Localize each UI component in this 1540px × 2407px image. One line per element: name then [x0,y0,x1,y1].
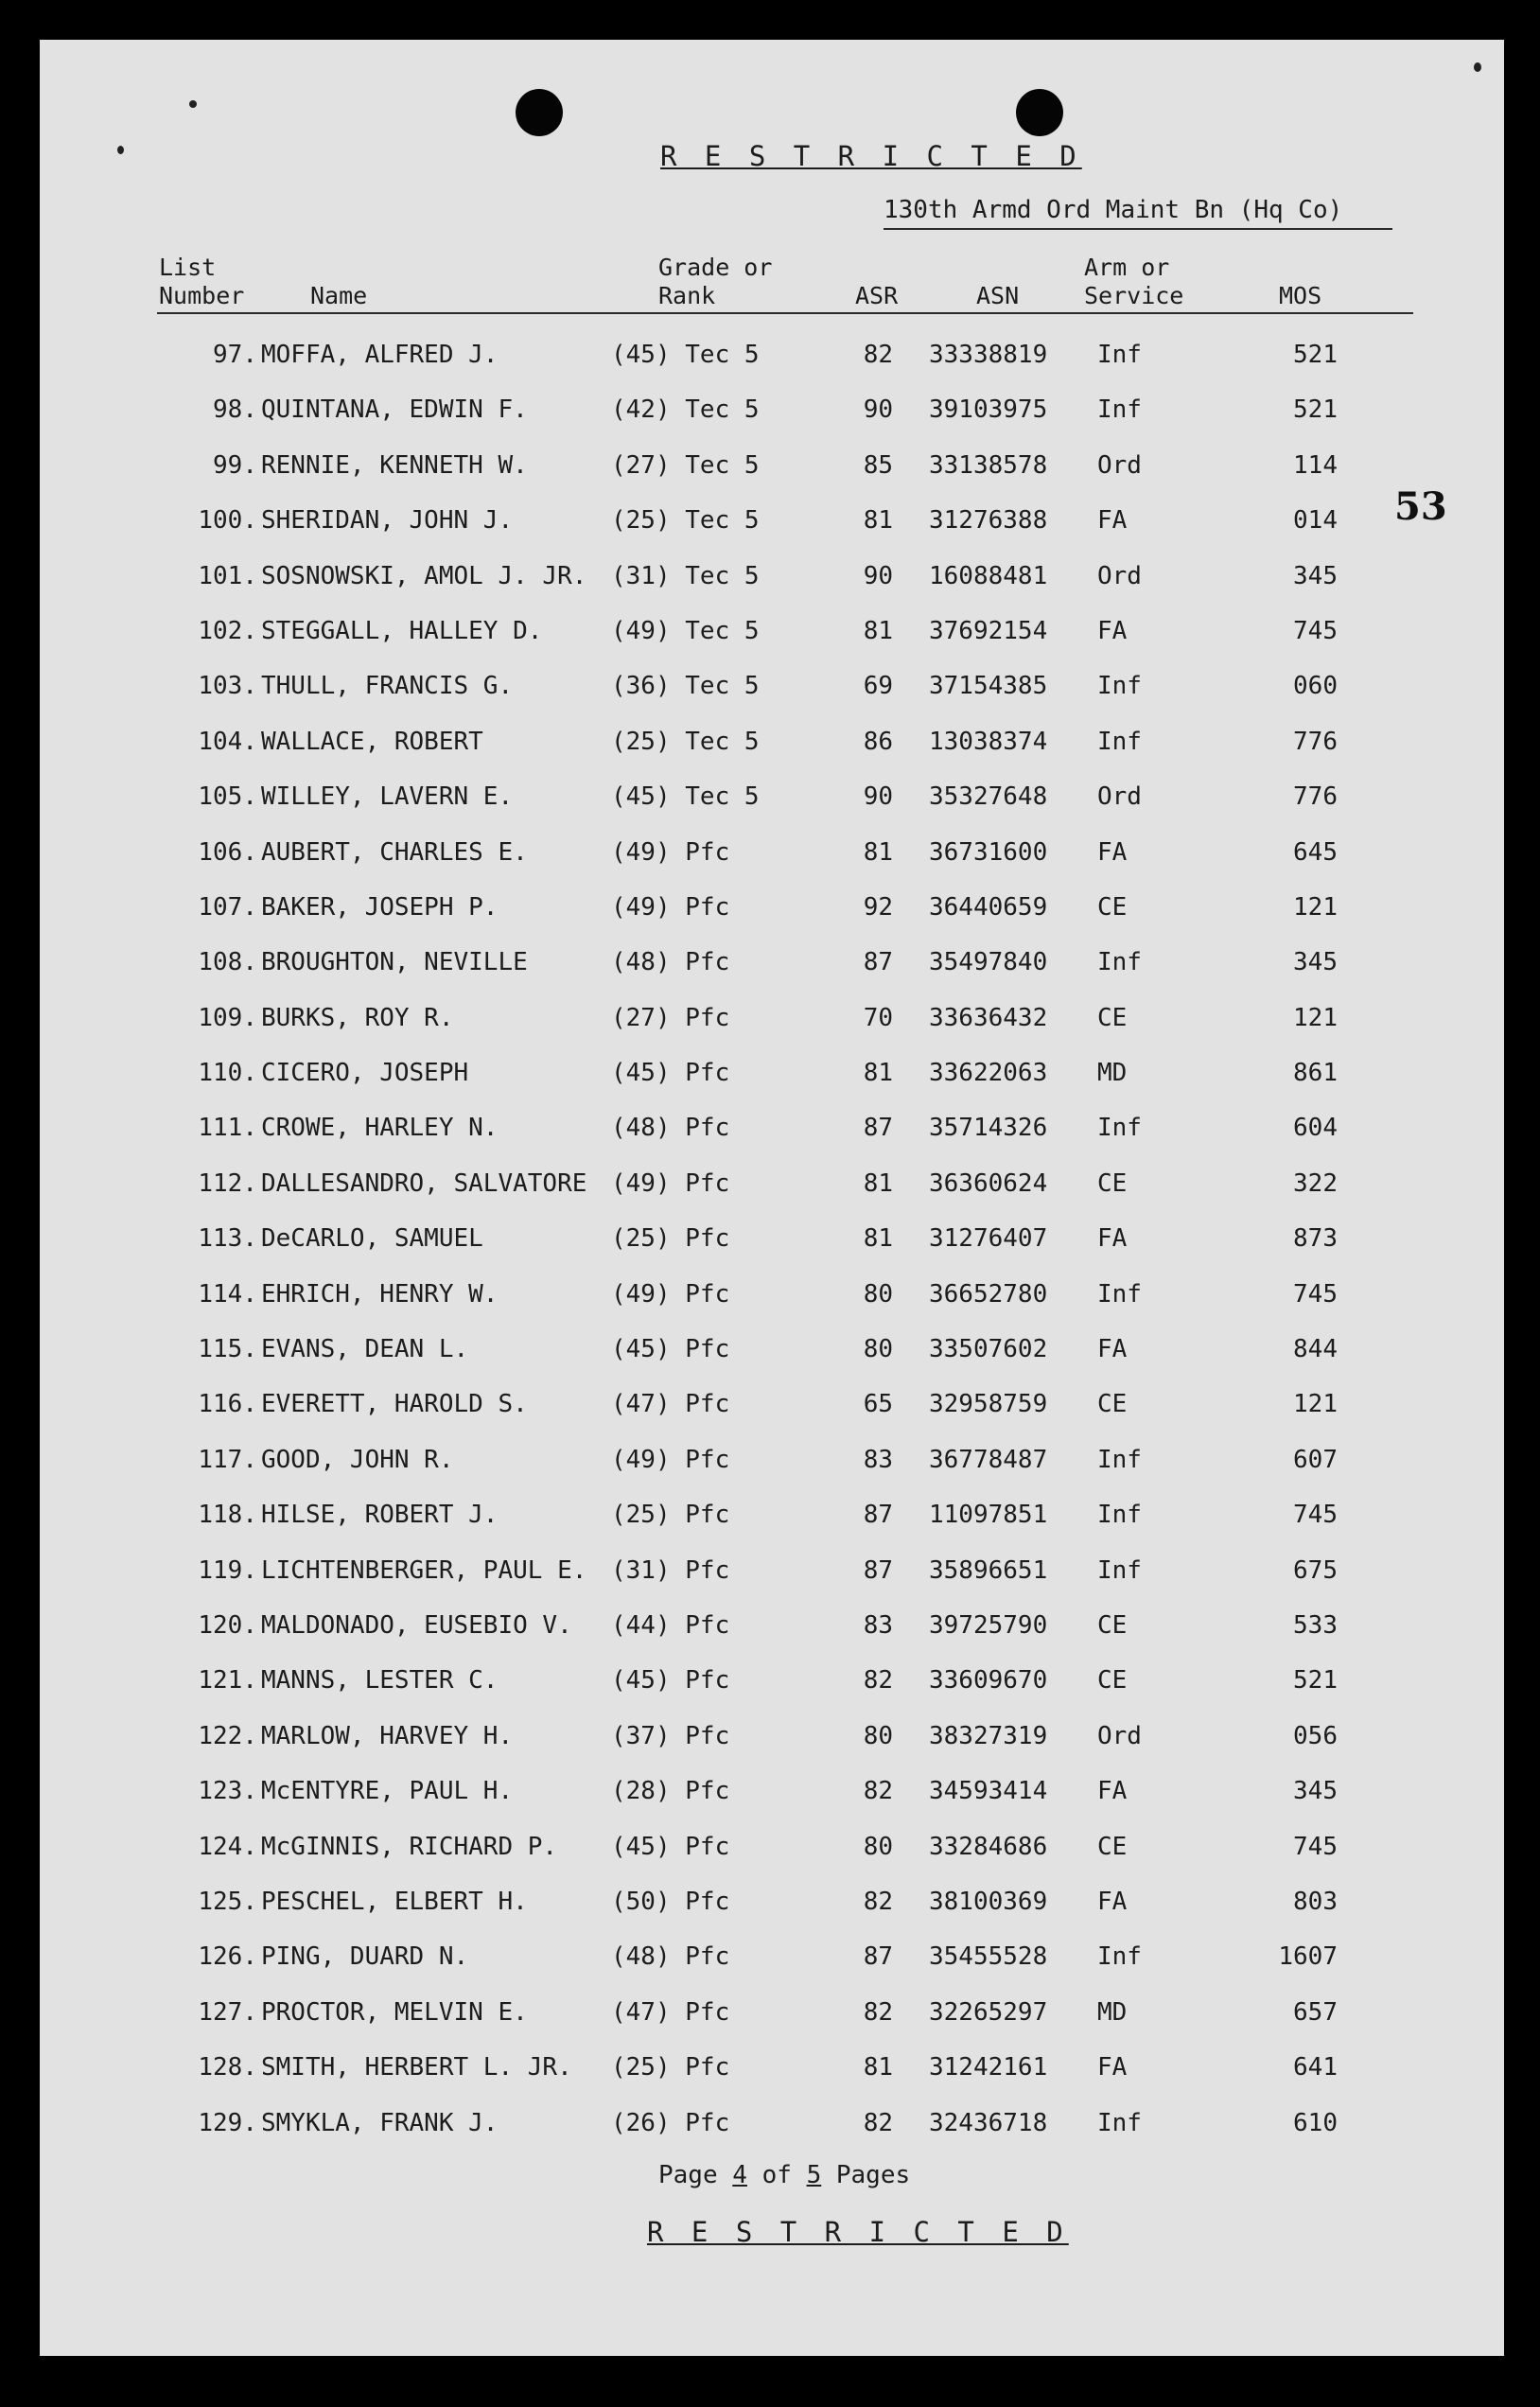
table-row [40,1653,1504,1708]
asr-cell: 90 [863,782,893,812]
grade-cell: (45) Pfc [611,1832,730,1861]
asn-cell: 32958759 [929,1390,1048,1419]
mos-cell: 345 [1293,948,1338,977]
asr-cell: 81 [863,2053,893,2082]
list-number-cell: 121. [198,1666,257,1695]
table-row [40,1874,1504,1929]
table-row [40,604,1504,659]
asr-cell: 80 [863,1721,893,1750]
asn-cell: 33636432 [929,1003,1048,1032]
name-cell: BAKER, JOSEPH P. [261,892,499,922]
mos-cell: 521 [1293,1666,1338,1695]
grade-cell: (31) Tec 5 [611,561,760,590]
name-cell: SMYKLA, FRANK J. [261,2108,499,2137]
list-number-cell: 120. [198,1610,257,1640]
name-cell: SHERIDAN, JOHN J. [261,506,514,536]
arm-service-cell: CE [1097,1003,1128,1032]
mos-cell: 521 [1293,395,1338,425]
asn-cell: 32265297 [929,1997,1048,2027]
table-row [40,1156,1504,1211]
table-row [40,1985,1504,2040]
list-number-cell: 117. [198,1445,257,1474]
list-number-cell: 118. [198,1501,257,1530]
roster-table [40,327,1504,2151]
table-row [40,1267,1504,1322]
asr-cell: 81 [863,506,893,536]
arm-service-cell: Inf [1097,948,1142,977]
asn-cell: 33609670 [929,1666,1048,1695]
table-row [40,1709,1504,1764]
mos-cell: 322 [1293,1168,1338,1198]
grade-cell: (45) Pfc [611,1335,730,1364]
arm-service-cell: Inf [1097,1279,1142,1309]
list-number-cell: 111. [198,1114,257,1143]
mos-cell: 121 [1293,1003,1338,1032]
table-row [40,991,1504,1045]
arm-service-cell: CE [1097,1832,1128,1861]
mos-cell: 1607 [1278,1942,1338,1972]
asr-cell: 69 [863,672,893,701]
arm-service-cell: Inf [1097,1555,1142,1585]
asn-cell: 36778487 [929,1445,1048,1474]
name-cell: HILSE, ROBERT J. [261,1501,499,1530]
name-cell: SOSNOWSKI, AMOL J. JR. [261,561,587,590]
name-cell: MANNS, LESTER C. [261,1666,499,1695]
arm-service-cell: FA [1097,1335,1128,1364]
list-number-cell: 126. [198,1942,257,1972]
arm-service-cell: FA [1097,2053,1128,2082]
document-sheet [40,40,1504,2356]
asr-cell: 82 [863,1777,893,1806]
asr-cell: 81 [863,1168,893,1198]
classification-footer: R E S T R I C T E D [647,2216,1069,2248]
list-number-cell: 103. [198,672,257,701]
name-cell: EVANS, DEAN L. [261,1335,469,1364]
asr-cell: 85 [863,450,893,480]
list-number-cell: 114. [198,1279,257,1309]
column-header-asn: ASN [976,282,1020,309]
grade-cell: (25) Pfc [611,1501,730,1530]
name-cell: MOFFA, ALFRED J. [261,341,499,369]
table-row [40,769,1504,824]
name-cell: CICERO, JOSEPH [261,1059,469,1088]
mos-cell: 114 [1293,450,1338,480]
arm-service-cell: Ord [1097,561,1142,590]
grade-cell: (49) Pfc [611,1445,730,1474]
name-cell: BROUGHTON, NEVILLE [261,948,528,977]
list-number-cell: 112. [198,1168,257,1198]
name-cell: EHRICH, HENRY W. [261,1279,499,1309]
arm-service-cell: CE [1097,1666,1128,1695]
table-row [40,1211,1504,1266]
asn-cell: 37154385 [929,672,1048,701]
page-stamp-number: 53 [1394,484,1447,529]
list-number-cell: 102. [198,616,257,645]
table-row [40,1487,1504,1542]
grade-cell: (49) Pfc [611,892,730,922]
table-row [40,382,1504,437]
table-row [40,1543,1504,1598]
grade-cell: (48) Pfc [611,948,730,977]
unit-designation: 130th Armd Ord Maint Bn (Hq Co) [884,196,1392,230]
grade-cell: (47) Pfc [611,1390,730,1419]
table-row [40,1819,1504,1874]
name-cell: RENNIE, KENNETH W. [261,450,528,480]
name-cell: LICHTENBERGER, PAUL E. [261,1555,587,1585]
asn-cell: 31276388 [929,506,1048,536]
mos-cell: 745 [1293,1832,1338,1861]
asr-cell: 82 [863,1666,893,1695]
grade-cell: (49) Pfc [611,1279,730,1309]
column-header-grade: Grade or Rank [658,254,773,309]
table-row [40,327,1504,382]
asn-cell: 31242161 [929,2053,1048,2082]
asn-cell: 13038374 [929,727,1048,756]
table-row [40,2096,1504,2151]
grade-cell: (47) Pfc [611,1997,730,2027]
mos-cell: 533 [1293,1610,1338,1640]
grade-cell: (25) Pfc [611,1224,730,1254]
asn-cell: 34593414 [929,1777,1048,1806]
grade-cell: (45) Tec 5 [611,782,760,812]
grade-cell: (45) Tec 5 [611,341,760,369]
name-cell: DALLESANDRO, SALVATORE [261,1168,587,1198]
table-row [40,493,1504,548]
table-row [40,549,1504,604]
grade-cell: (31) Pfc [611,1555,730,1585]
list-number-cell: 97. [213,341,257,369]
asr-cell: 81 [863,837,893,867]
asr-cell: 87 [863,1942,893,1972]
asn-cell: 33338819 [929,341,1048,369]
grade-cell: (50) Pfc [611,1887,730,1916]
asr-cell: 70 [863,1003,893,1032]
asr-cell: 87 [863,1114,893,1143]
grade-cell: (48) Pfc [611,1114,730,1143]
mos-cell: 641 [1293,2053,1338,2082]
asr-cell: 90 [863,395,893,425]
arm-service-cell: CE [1097,1168,1128,1198]
arm-service-cell: Inf [1097,1445,1142,1474]
mos-cell: 657 [1293,1997,1338,2027]
arm-service-cell: Inf [1097,672,1142,701]
mos-cell: 121 [1293,892,1338,922]
grade-cell: (27) Tec 5 [611,450,760,480]
table-row [40,825,1504,880]
mos-cell: 745 [1293,616,1338,645]
name-cell: WALLACE, ROBERT [261,727,483,756]
asr-cell: 65 [863,1390,893,1419]
arm-service-cell: Inf [1097,1501,1142,1530]
arm-service-cell: Ord [1097,1721,1142,1750]
grade-cell: (49) Pfc [611,837,730,867]
mos-cell: 645 [1293,837,1338,867]
list-number-cell: 124. [198,1832,257,1861]
mos-cell: 345 [1293,561,1338,590]
mos-cell: 521 [1293,341,1338,369]
name-cell: EVERETT, HAROLD S. [261,1390,528,1419]
asn-cell: 11097851 [929,1501,1048,1530]
arm-service-cell: MD [1097,1059,1128,1088]
asn-cell: 36652780 [929,1279,1048,1309]
arm-service-cell: FA [1097,1224,1128,1254]
grade-cell: (25) Tec 5 [611,727,760,756]
arm-service-cell: CE [1097,892,1128,922]
punch-hole-right [1016,89,1063,136]
asn-cell: 39725790 [929,1610,1048,1640]
table-row [40,1764,1504,1818]
list-number-cell: 113. [198,1224,257,1254]
arm-service-cell: Inf [1097,395,1142,425]
name-cell: PESCHEL, ELBERT H. [261,1887,528,1916]
asn-cell: 35455528 [929,1942,1048,1972]
asn-cell: 35714326 [929,1114,1048,1143]
name-cell: PING, DUARD N. [261,1942,469,1972]
list-number-cell: 122. [198,1721,257,1750]
list-number-cell: 115. [198,1335,257,1364]
speck-mark [1474,62,1481,72]
asn-cell: 16088481 [929,561,1048,590]
list-number-cell: 116. [198,1390,257,1419]
name-cell: CROWE, HARLEY N. [261,1114,499,1143]
asr-cell: 90 [863,561,893,590]
asr-cell: 86 [863,727,893,756]
grade-cell: (49) Tec 5 [611,616,760,645]
asn-cell: 38327319 [929,1721,1048,1750]
asr-cell: 80 [863,1279,893,1309]
list-number-cell: 105. [198,782,257,812]
list-number-cell: 128. [198,2053,257,2082]
list-number-cell: 106. [198,837,257,867]
arm-service-cell: CE [1097,1390,1128,1419]
mos-cell: 873 [1293,1224,1338,1254]
grade-cell: (27) Pfc [611,1003,730,1032]
list-number-cell: 129. [198,2108,257,2137]
asr-cell: 82 [863,341,893,369]
table-row [40,1432,1504,1487]
grade-cell: (42) Tec 5 [611,395,760,425]
table-row [40,714,1504,769]
asn-cell: 31276407 [929,1224,1048,1254]
list-number-cell: 109. [198,1003,257,1032]
table-row [40,1929,1504,1984]
asr-cell: 80 [863,1832,893,1861]
asr-cell: 87 [863,1555,893,1585]
name-cell: McGINNIS, RICHARD P. [261,1832,558,1861]
asr-cell: 82 [863,1887,893,1916]
mos-cell: 776 [1293,782,1338,812]
name-cell: QUINTANA, EDWIN F. [261,395,528,425]
punch-hole-left [516,89,563,136]
mos-cell: 056 [1293,1721,1338,1750]
list-number-cell: 123. [198,1777,257,1806]
mos-cell: 014 [1293,506,1338,536]
name-cell: PROCTOR, MELVIN E. [261,1997,528,2027]
table-row [40,438,1504,493]
grade-cell: (28) Pfc [611,1777,730,1806]
name-cell: DeCARLO, SAMUEL [261,1224,483,1254]
asr-cell: 81 [863,616,893,645]
arm-service-cell: FA [1097,1887,1128,1916]
list-number-cell: 119. [198,1555,257,1585]
list-number-cell: 127. [198,1997,257,2027]
asn-cell: 37692154 [929,616,1048,645]
name-cell: MALDONADO, EUSEBIO V. [261,1610,572,1640]
asn-cell: 36731600 [929,837,1048,867]
table-row [40,880,1504,935]
list-number-cell: 99. [213,450,257,480]
asn-cell: 33284686 [929,1832,1048,1861]
asn-cell: 35327648 [929,782,1048,812]
arm-service-cell: FA [1097,506,1128,536]
arm-service-cell: FA [1097,616,1128,645]
list-number-cell: 98. [213,395,257,425]
list-number-cell: 104. [198,727,257,756]
asn-cell: 35497840 [929,948,1048,977]
mos-cell: 803 [1293,1887,1338,1916]
header-rule [157,312,1413,314]
asr-cell: 83 [863,1445,893,1474]
asr-cell: 83 [863,1610,893,1640]
asr-cell: 82 [863,1997,893,2027]
mos-cell: 776 [1293,727,1338,756]
mos-cell: 745 [1293,1501,1338,1530]
grade-cell: (48) Pfc [611,1942,730,1972]
grade-cell: (25) Tec 5 [611,506,760,536]
asn-cell: 33507602 [929,1335,1048,1364]
asn-cell: 33622063 [929,1059,1048,1088]
asr-cell: 87 [863,1501,893,1530]
arm-service-cell: Inf [1097,1942,1142,1972]
name-cell: McENTYRE, PAUL H. [261,1777,514,1806]
mos-cell: 345 [1293,1777,1338,1806]
grade-cell: (49) Pfc [611,1168,730,1198]
name-cell: BURKS, ROY R. [261,1003,454,1032]
mos-cell: 121 [1293,1390,1338,1419]
speck-mark [189,100,197,108]
asr-cell: 81 [863,1224,893,1254]
table-row [40,1045,1504,1100]
arm-service-cell: Ord [1097,450,1142,480]
mos-cell: 610 [1293,2108,1338,2137]
list-number-cell: 125. [198,1887,257,1916]
asn-cell: 36440659 [929,892,1048,922]
name-cell: GOOD, JOHN R. [261,1445,454,1474]
list-number-cell: 107. [198,892,257,922]
arm-service-cell: Ord [1097,782,1142,812]
asn-cell: 33138578 [929,450,1048,480]
asr-cell: 87 [863,948,893,977]
arm-service-cell: Inf [1097,727,1142,756]
grade-cell: (36) Tec 5 [611,672,760,701]
arm-service-cell: FA [1097,837,1128,867]
table-row [40,935,1504,990]
name-cell: STEGGALL, HALLEY D. [261,616,543,645]
grade-cell: (25) Pfc [611,2053,730,2082]
mos-cell: 604 [1293,1114,1338,1143]
mos-cell: 060 [1293,672,1338,701]
grade-cell: (26) Pfc [611,2108,730,2137]
list-number-cell: 101. [198,561,257,590]
arm-service-cell: CE [1097,1610,1128,1640]
name-cell: SMITH, HERBERT L. JR. [261,2053,572,2082]
asr-cell: 81 [863,1059,893,1088]
arm-service-cell: MD [1097,1997,1128,2027]
asr-cell: 80 [863,1335,893,1364]
list-number-cell: 100. [198,506,257,536]
asr-cell: 82 [863,2108,893,2137]
grade-cell: (45) Pfc [611,1059,730,1088]
mos-cell: 607 [1293,1445,1338,1474]
table-row [40,659,1504,713]
column-header-list-number: List Number [159,254,245,309]
speck-mark [117,146,124,154]
asn-cell: 39103975 [929,395,1048,425]
grade-cell: (44) Pfc [611,1610,730,1640]
asn-cell: 38100369 [929,1887,1048,1916]
name-cell: WILLEY, LAVERN E. [261,782,514,812]
mos-cell: 675 [1293,1555,1338,1585]
arm-service-cell: Inf [1097,2108,1142,2137]
arm-service-cell: FA [1097,1777,1128,1806]
asn-cell: 35896651 [929,1555,1048,1585]
name-cell: MARLOW, HARVEY H. [261,1721,514,1750]
asr-cell: 92 [863,892,893,922]
asn-cell: 36360624 [929,1168,1048,1198]
table-row [40,1322,1504,1377]
asn-cell: 32436718 [929,2108,1048,2137]
grade-cell: (37) Pfc [611,1721,730,1750]
name-cell: THULL, FRANCIS G. [261,672,514,701]
arm-service-cell: Inf [1097,341,1142,369]
list-number-cell: 110. [198,1059,257,1088]
grade-cell: (45) Pfc [611,1666,730,1695]
column-header-name: Name [310,282,368,309]
list-number-cell: 108. [198,948,257,977]
column-header-mos: MOS [1279,282,1322,309]
mos-cell: 745 [1293,1279,1338,1309]
column-header-arm-service: Arm or Service [1084,254,1184,309]
classification-header: R E S T R I C T E D [660,140,1082,172]
column-header-asr: ASR [855,282,899,309]
mos-cell: 861 [1293,1059,1338,1088]
table-row [40,1377,1504,1432]
table-row [40,1100,1504,1155]
name-cell: AUBERT, CHARLES E. [261,837,528,867]
table-row [40,1598,1504,1653]
arm-service-cell: Inf [1097,1114,1142,1143]
table-row [40,2040,1504,2095]
page-indicator: Page 4 of 5 Pages [658,2161,911,2189]
mos-cell: 844 [1293,1335,1338,1364]
